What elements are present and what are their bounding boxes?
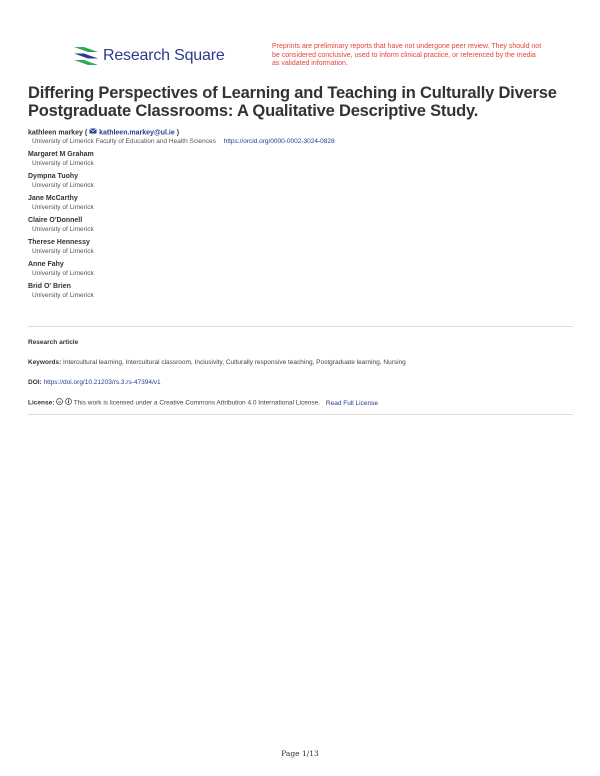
svg-text:cc: cc bbox=[57, 399, 62, 404]
author-name: Claire O'Donnell bbox=[28, 217, 83, 225]
doi-label: DOI: bbox=[28, 379, 42, 386]
read-full-license-link[interactable]: Read Full License bbox=[325, 399, 378, 407]
license-line bbox=[28, 398, 378, 408]
keywords-line bbox=[28, 358, 406, 367]
page-number: Page 1/13 bbox=[281, 749, 319, 758]
author-name: Margaret M Graham bbox=[28, 151, 94, 159]
preprint-disclaimer: Preprints are preliminary reports that have not undergone peer review. They should not be considered conclusive, used to inform clinical practice, or referenced by the media as validated information. bbox=[272, 43, 542, 67]
divider bbox=[28, 326, 573, 327]
author-name: kathleen markey bbox=[28, 129, 83, 137]
author-entry bbox=[28, 260, 588, 278]
author-name: Anne Fahy bbox=[28, 261, 64, 269]
keywords-text: Intercultural learning, Intercultural classroom, Inclusivity, Culturally responsive teaching, Postgraduate learning, Nursing bbox=[63, 359, 406, 366]
author-affiliation: University of Limerick bbox=[32, 204, 94, 212]
doi-line bbox=[28, 378, 161, 387]
author-affiliation: University of Limerick bbox=[32, 248, 94, 256]
license-label: License: bbox=[28, 399, 55, 407]
divider bbox=[28, 414, 573, 415]
author-entry bbox=[28, 194, 588, 212]
author-affiliation: University of Limerick bbox=[32, 270, 94, 278]
author-name: Jane McCarthy bbox=[28, 195, 78, 203]
author-email-link[interactable]: kathleen.markey@ul.ie bbox=[99, 129, 175, 137]
author-affiliation: University of Limerick Faculty of Education and Health Sciences bbox=[32, 138, 216, 146]
doi-link[interactable]: https://doi.org/10.21203/rs.3.rs-47394/v1 bbox=[43, 379, 161, 386]
cc-icon bbox=[56, 398, 63, 408]
header bbox=[74, 45, 544, 75]
author-entry bbox=[28, 216, 588, 234]
paper-title: Differing Perspectives of Learning and Teaching in Culturally Diverse Postgraduate Classrooms: A Qualitative Descriptive Study. bbox=[28, 84, 557, 120]
author-name: Therese Hennessy bbox=[28, 239, 90, 247]
orcid-link[interactable]: https://orcid.org/0000-0002-3024-0828 bbox=[223, 138, 335, 146]
mail-icon bbox=[89, 128, 97, 137]
research-square-logo[interactable] bbox=[74, 47, 225, 65]
license-text: This work is licensed under a Creative Commons Attribution 4.0 International License. bbox=[73, 399, 321, 407]
author-list bbox=[28, 128, 588, 304]
author-affiliation: University of Limerick bbox=[32, 160, 94, 168]
keywords-label: Keywords: bbox=[28, 359, 62, 366]
author-entry bbox=[28, 150, 588, 168]
author-affiliation: University of Limerick bbox=[32, 182, 94, 190]
author-name: Dympna Tuohy bbox=[28, 173, 79, 181]
author-entry bbox=[28, 172, 588, 190]
article-type: Research article bbox=[28, 339, 79, 346]
author-name: Brid O' Brien bbox=[28, 283, 71, 291]
author-entry bbox=[28, 238, 588, 256]
author-entry: kathleen markey ( kathleen.markey@ul.ie ) University of Limerick Faculty of Education and Health Sciences https://orcid.org/0000-0002-3024-0828 bbox=[28, 129, 335, 146]
author-affiliation: University of Limerick bbox=[32, 226, 94, 234]
logo-word-research: Research bbox=[103, 47, 170, 64]
research-square-logo-icon bbox=[74, 47, 98, 65]
attribution-icon bbox=[65, 398, 72, 408]
author-affiliation: University of Limerick bbox=[32, 292, 94, 300]
author-entry bbox=[28, 282, 588, 300]
logo-word-square: Square bbox=[174, 47, 225, 64]
